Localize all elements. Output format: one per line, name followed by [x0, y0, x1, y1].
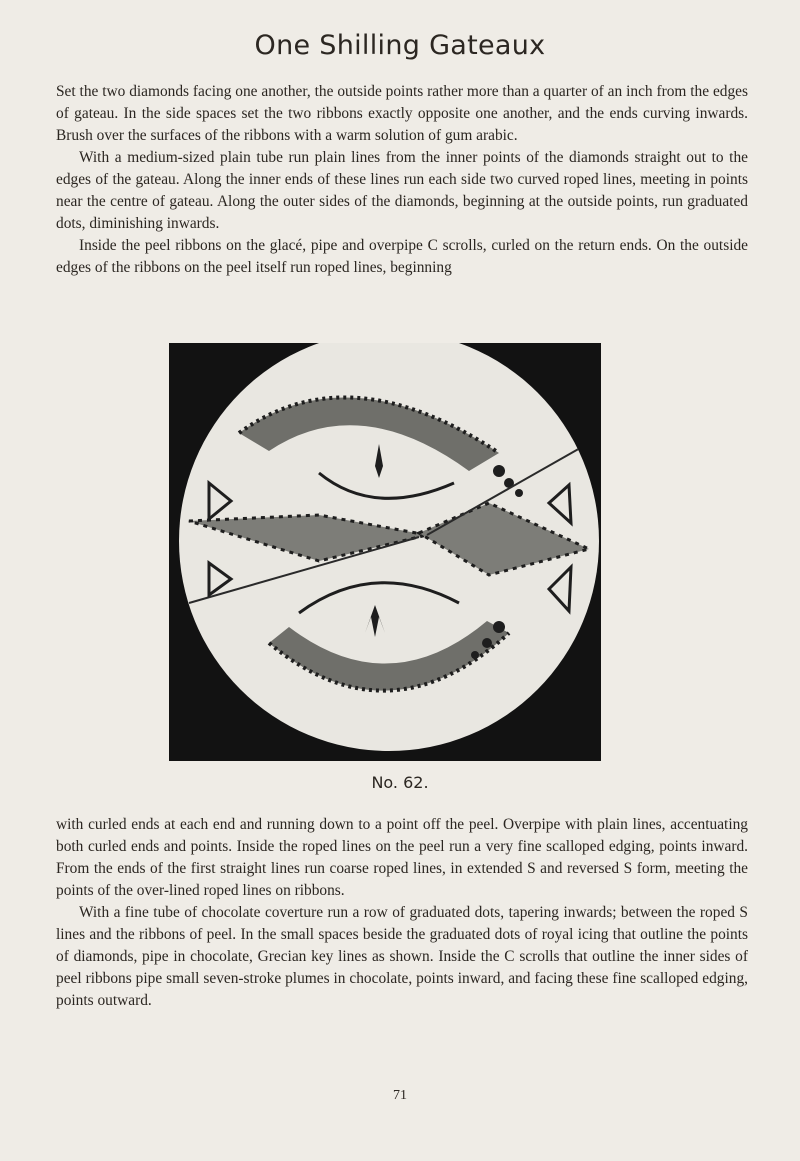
- paragraph: With a fine tube of chocolate coverture run a row of graduated dots, tapering inwards; between the roped S lines and the ribbons of peel. In the small spaces beside the graduated dots of royal icing that outline the points of diamonds, pipe in chocolate, Grecian key lines as shown. Inside the C scrolls that outline the inner sides of peel ribbons pipe small seven-stroke plumes in chocolate, points inward, and facing these fine scalloped edging, points outward.: [56, 904, 748, 1009]
- figure-caption: No. 62.: [371, 773, 429, 792]
- body-text-bottom: [56, 814, 748, 1012]
- paragraph: Inside the peel ribbons on the glacé, pipe and overpipe C scrolls, curled on the return ends. On the outside edges of the ribbons on the peel itself run roped lines, beginning: [56, 237, 748, 276]
- decorated-gateau-photo-icon: [169, 343, 601, 761]
- page-title: One Shilling Gateaux: [254, 30, 546, 61]
- gateau-photo: [169, 343, 601, 761]
- paragraph: with curled ends at each end and running down to a point off the peel. Overpipe with plain lines, accentuating both curled ends and points. Inside the roped lines on the peel run a very fine scalloped edging, points inward. From the ends of the first straight lines run coarse roped lines, in extended S and reversed S form, meeting the points of the over-lined roped lines on ribbons.: [56, 816, 748, 899]
- body-text-top: [56, 81, 748, 279]
- page-number: 71: [393, 1088, 407, 1103]
- paragraph: With a medium-sized plain tube run plain lines from the inner points of the diamonds straight out to the edges of the gateau. Along the inner ends of these lines run each side two curved roped lines, meeting in points near the centre of gateau. Along the outer sides of the diamonds, beginning at the outside points, run graduated dots, diminishing inwards.: [56, 149, 748, 232]
- paragraph: Set the two diamonds facing one another, the outside points rather more than a quarter of an inch from the edges of gateau. In the side spaces set the two ribbons exactly opposite one another, and the ends curving inwards. Brush over the surfaces of the ribbons with a warm solution of gum arabic.: [56, 83, 748, 144]
